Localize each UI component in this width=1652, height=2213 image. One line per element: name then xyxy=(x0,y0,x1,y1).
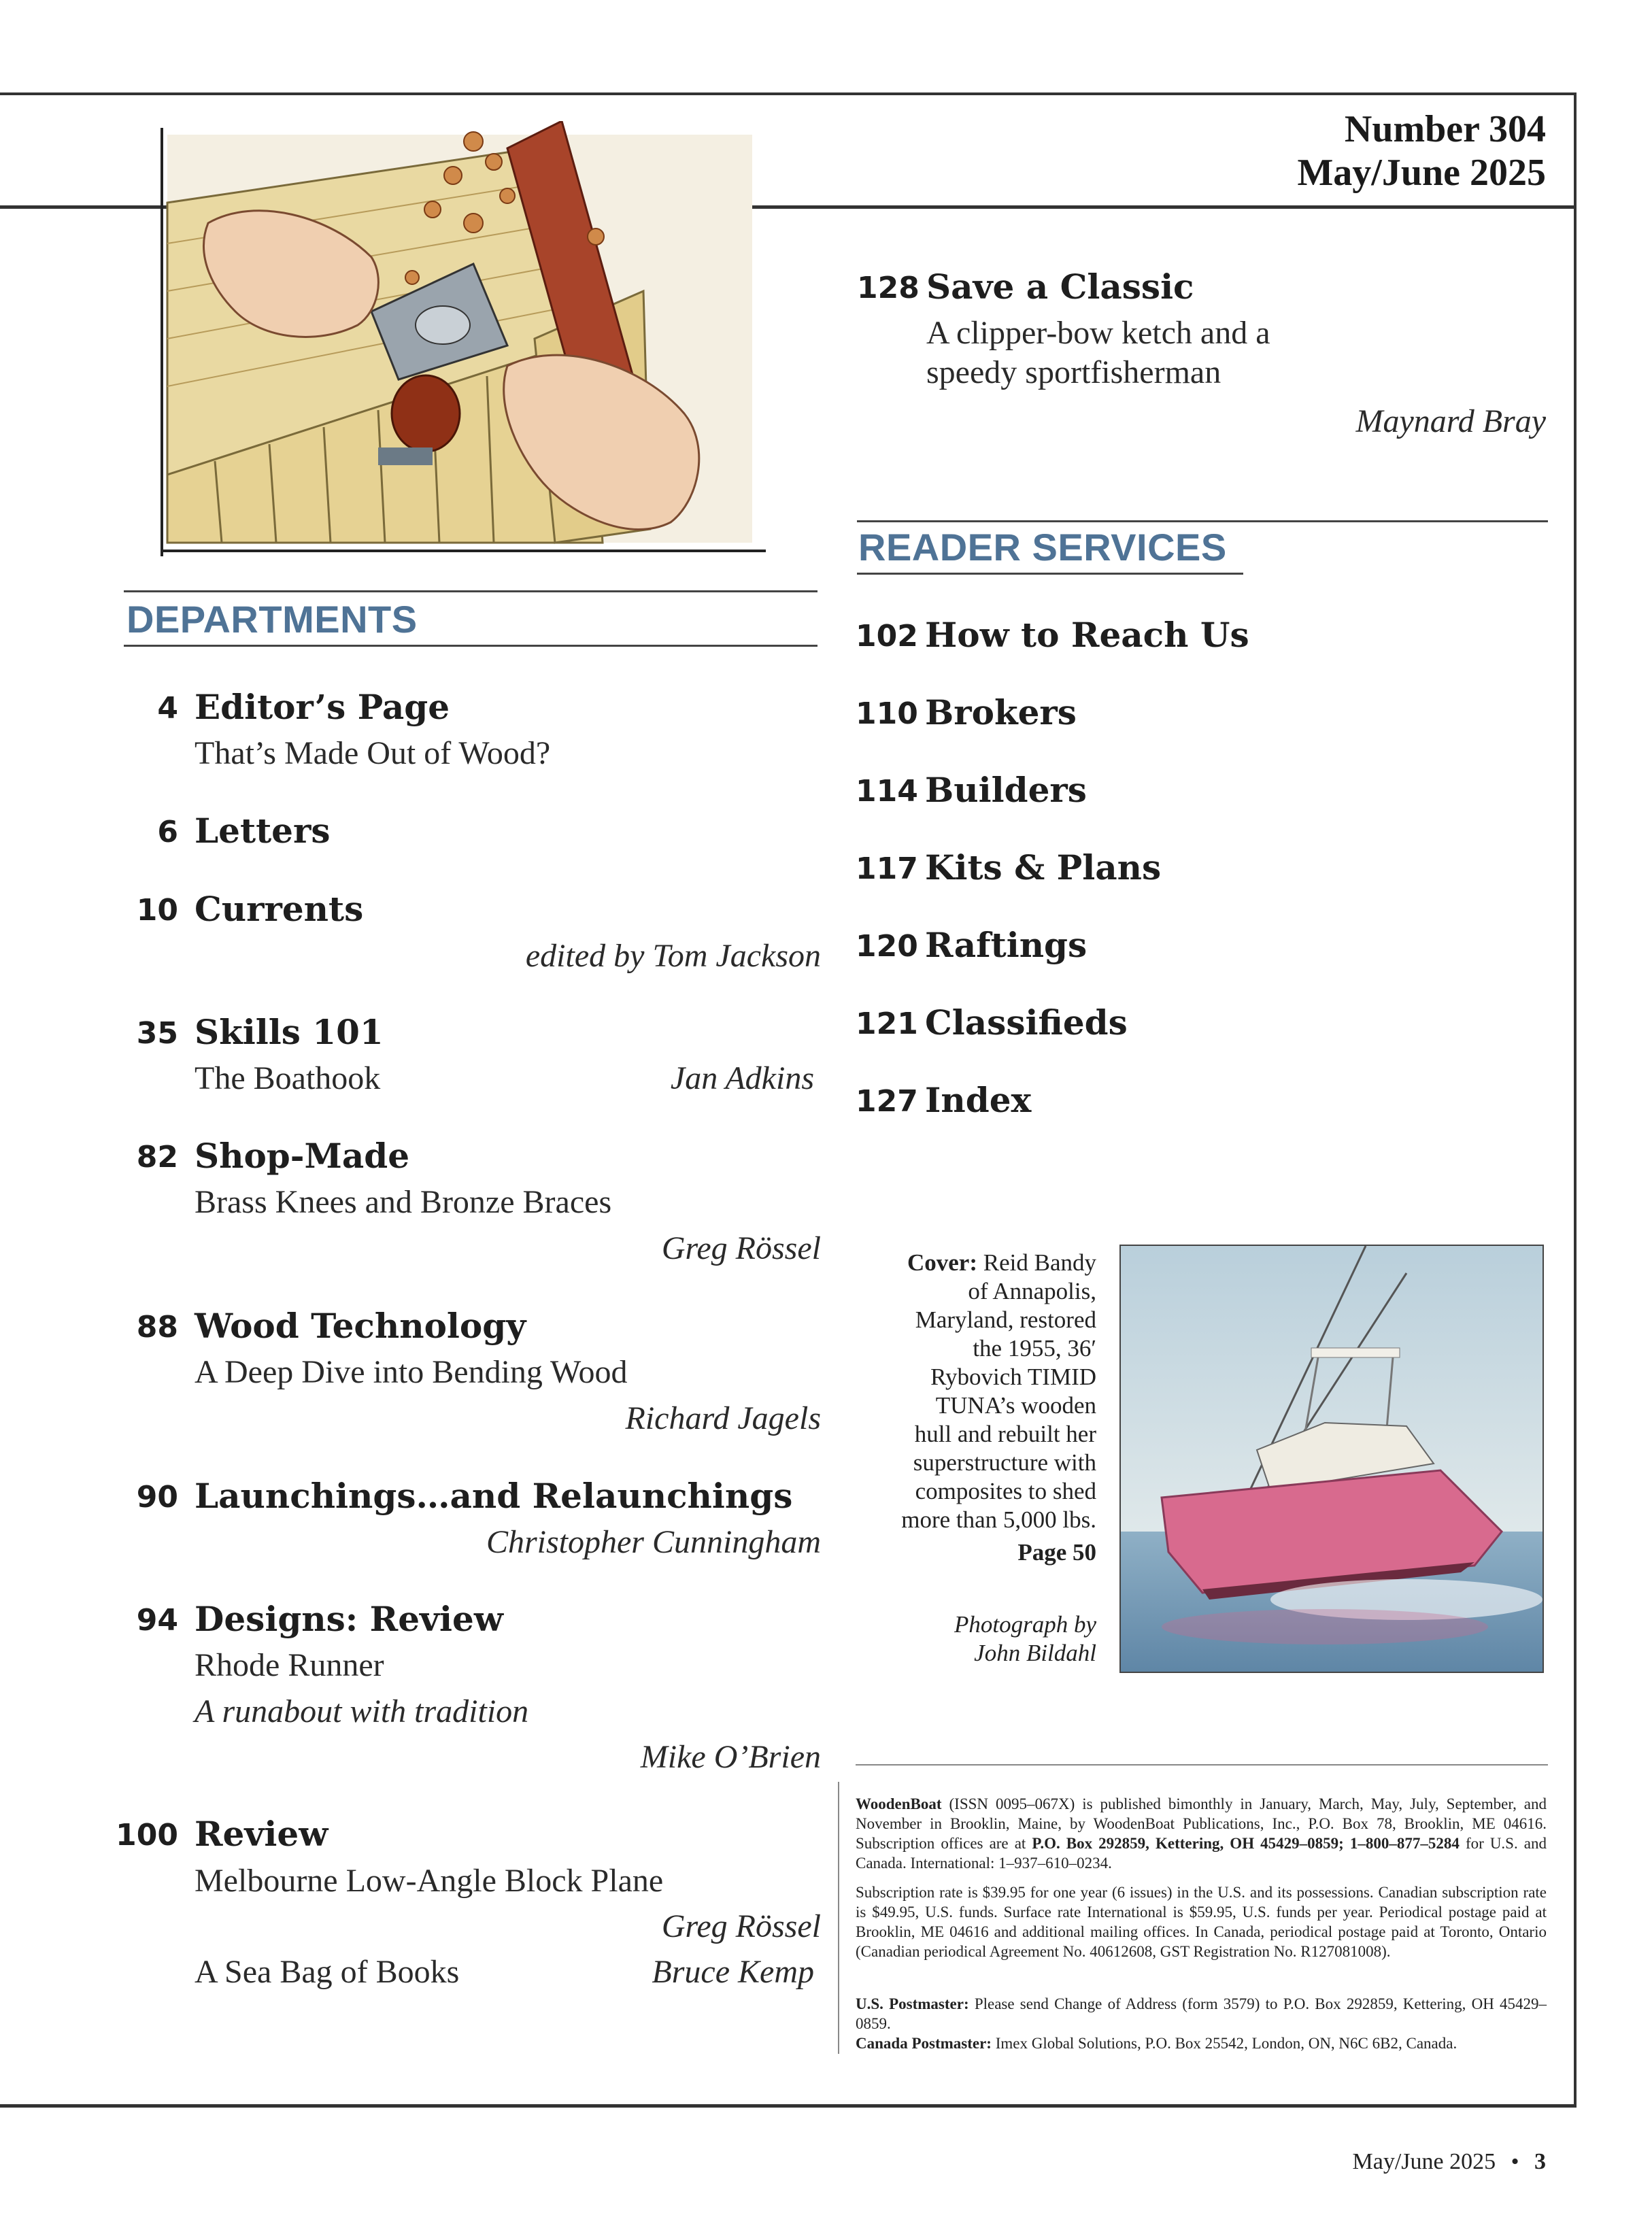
dept-author: edited by Tom Jackson xyxy=(525,938,821,974)
dept-title[interactable]: Review xyxy=(195,1814,328,1854)
dept-author: Mike O’Brien xyxy=(640,1739,821,1775)
rs-title[interactable]: Index xyxy=(925,1080,1032,1120)
feature-author: Maynard Bray xyxy=(1355,403,1546,439)
reader-services-top-rule xyxy=(857,520,1548,522)
cover-line: TUNA’s wooden xyxy=(935,1392,1096,1419)
photo-credit-line2: John Bildahl xyxy=(974,1640,1096,1666)
dept-title[interactable]: Letters xyxy=(195,811,331,851)
cover-line: composites to shed xyxy=(915,1478,1096,1504)
photo-credit-line1: Photograph by xyxy=(954,1611,1096,1638)
cover-line: Rybovich TIMID xyxy=(930,1364,1096,1390)
cover-photo xyxy=(1119,1245,1544,1673)
dept-num: 4 xyxy=(157,691,178,726)
canada-postmaster-label: Canada Postmaster: xyxy=(856,2035,992,2052)
block-plane-illustration xyxy=(154,121,766,556)
rs-num: 121 xyxy=(856,1007,918,1041)
folio-page-number: 3 xyxy=(1534,2149,1546,2174)
us-postmaster-text: Please send Change of Address (form 3579) to P.O. Box 292859, Kettering, OH 45429–0859. xyxy=(856,1995,1547,2032)
dept-author: Jan Adkins xyxy=(670,1060,814,1096)
dept-author: Greg Rössel xyxy=(661,1908,821,1944)
dept-author: Greg Rössel xyxy=(661,1230,821,1266)
column-separator xyxy=(838,1782,839,2054)
cover-line: more than 5,000 lbs. xyxy=(901,1506,1096,1533)
dept-title[interactable]: Launchings…and Relaunchings xyxy=(195,1476,793,1516)
cover-page-ref[interactable]: Page 50 xyxy=(1017,1539,1096,1566)
cover-line: Maryland, restored xyxy=(915,1306,1096,1333)
dept-author: Bruce Kemp xyxy=(652,1954,814,1990)
feature-subtitle: speedy sportfisherman xyxy=(926,354,1221,390)
subscription-address: P.O. Box 292859, Kettering, OH 45429–0859; 1–800–877–5284 xyxy=(1032,1835,1460,1852)
dept-num: 6 xyxy=(157,815,178,849)
dept-title[interactable]: Wood Technology xyxy=(195,1306,526,1346)
reader-services-underline xyxy=(857,573,1243,575)
frame-top-rule xyxy=(0,92,1576,95)
dept-author: Richard Jagels xyxy=(625,1400,821,1436)
departments-heading: DEPARTMENTS xyxy=(127,598,418,641)
dept-num: 35 xyxy=(136,1016,178,1051)
feature-subtitle: A clipper-bow ketch and a xyxy=(926,315,1270,351)
dept-num: 10 xyxy=(136,893,178,928)
dept-tagline: A runabout with tradition xyxy=(195,1693,529,1729)
us-postmaster-label: U.S. Postmaster: xyxy=(856,1995,969,2012)
rs-num: 114 xyxy=(856,774,918,809)
dept-num: 94 xyxy=(136,1603,178,1638)
canada-postmaster-text: Imex Global Solutions, P.O. Box 25542, London, ON, N6C 6B2, Canada. xyxy=(995,2035,1457,2052)
dept-title[interactable]: Skills 101 xyxy=(195,1012,384,1052)
dept-subtitle: Rhode Runner xyxy=(195,1647,384,1683)
rs-title[interactable]: Kits & Plans xyxy=(925,847,1162,888)
rs-num: 102 xyxy=(856,619,918,654)
frame-bottom-rule xyxy=(0,2104,1577,2108)
dept-num: 88 xyxy=(136,1310,178,1345)
page-folio xyxy=(1353,2149,1547,2175)
reader-services-heading: READER SERVICES xyxy=(858,526,1227,569)
rs-num: 127 xyxy=(856,1084,918,1119)
issue-number: Number 304 xyxy=(1344,108,1546,150)
rs-title[interactable]: Brokers xyxy=(925,692,1077,732)
dept-title[interactable]: Editor’s Page xyxy=(195,687,450,727)
departments-top-rule xyxy=(124,590,817,592)
rs-title[interactable]: How to Reach Us xyxy=(925,615,1249,655)
dept-subtitle: The Boathook xyxy=(195,1060,381,1096)
subscription-rates: Subscription rate is $39.95 for one year (6 issues) in the U.S. and its possessions. Canadian subscription rate is $49.95, U.S. funds. Surface rate International is $59.95, U.S. funds per year. Periodical postage paid at Brooklin, ME 04616 and additional mailing offices. In Canada, periodical postage paid at Toronto, Ontario (Canadian periodical Agreement No. 40612608, GST Registration No. R127081008). xyxy=(856,1884,1547,1960)
dept-title[interactable]: Shop-Made xyxy=(195,1136,410,1176)
fineprint-rule xyxy=(856,1764,1548,1766)
cover-caption xyxy=(811,1249,1096,1534)
dept-title[interactable]: Designs: Review xyxy=(195,1599,503,1639)
cover-line: the 1955, 36′ xyxy=(973,1335,1096,1362)
dept-num: 90 xyxy=(136,1480,178,1515)
us-postmaster xyxy=(856,1994,1547,2033)
publication-text: for U.S. and Canada. International: 1–937–610–0234. xyxy=(856,1835,1547,1872)
issue-date: May/June 2025 xyxy=(1297,152,1546,194)
cover-label: Cover: xyxy=(907,1249,978,1276)
publication-text: (ISSN 0095–067X) is published bimonthly in January, March, May, July, September, and November in Brooklin, Maine, by WoodenBoat Publications, Inc., P.O. Box 78, Brooklin, ME 04616. Subscription offices are at xyxy=(856,1795,1547,1852)
rs-num: 117 xyxy=(856,851,918,886)
cover-line: hull and rebuilt her xyxy=(914,1421,1096,1447)
dept-author: Christopher Cunningham xyxy=(486,1524,821,1560)
rs-num: 110 xyxy=(856,696,918,731)
dept-subtitle: A Sea Bag of Books xyxy=(195,1954,460,1990)
departments-bottom-rule xyxy=(124,645,817,647)
dept-subtitle: Melbourne Low-Angle Block Plane xyxy=(195,1863,664,1899)
publication-info xyxy=(856,1794,1547,1873)
publication-name: WoodenBoat xyxy=(856,1795,942,1812)
rs-num: 120 xyxy=(856,929,918,964)
dept-title[interactable]: Currents xyxy=(195,889,364,929)
dept-num: 82 xyxy=(136,1140,178,1175)
cover-line: Reid Bandy xyxy=(983,1249,1096,1276)
rs-title[interactable]: Raftings xyxy=(925,925,1088,965)
dept-subtitle: A Deep Dive into Bending Wood xyxy=(195,1354,628,1390)
feature-num: 128 xyxy=(857,271,920,305)
dept-subtitle: That’s Made Out of Wood? xyxy=(195,735,551,771)
dept-num: 100 xyxy=(116,1818,178,1853)
rs-title[interactable]: Builders xyxy=(925,770,1087,810)
folio-date: May/June 2025 xyxy=(1352,2149,1496,2174)
canada-postmaster xyxy=(856,2033,1547,2053)
rs-title[interactable]: Classifieds xyxy=(925,1002,1128,1043)
cover-line: superstructure with xyxy=(913,1449,1096,1476)
frame-right-rule xyxy=(1574,92,1577,2107)
cover-line: of Annapolis, xyxy=(968,1278,1096,1304)
feature-title[interactable]: Save a Classic xyxy=(926,267,1194,307)
dept-subtitle: Brass Knees and Bronze Braces xyxy=(195,1184,612,1220)
folio-bullet: • xyxy=(1511,2149,1519,2174)
